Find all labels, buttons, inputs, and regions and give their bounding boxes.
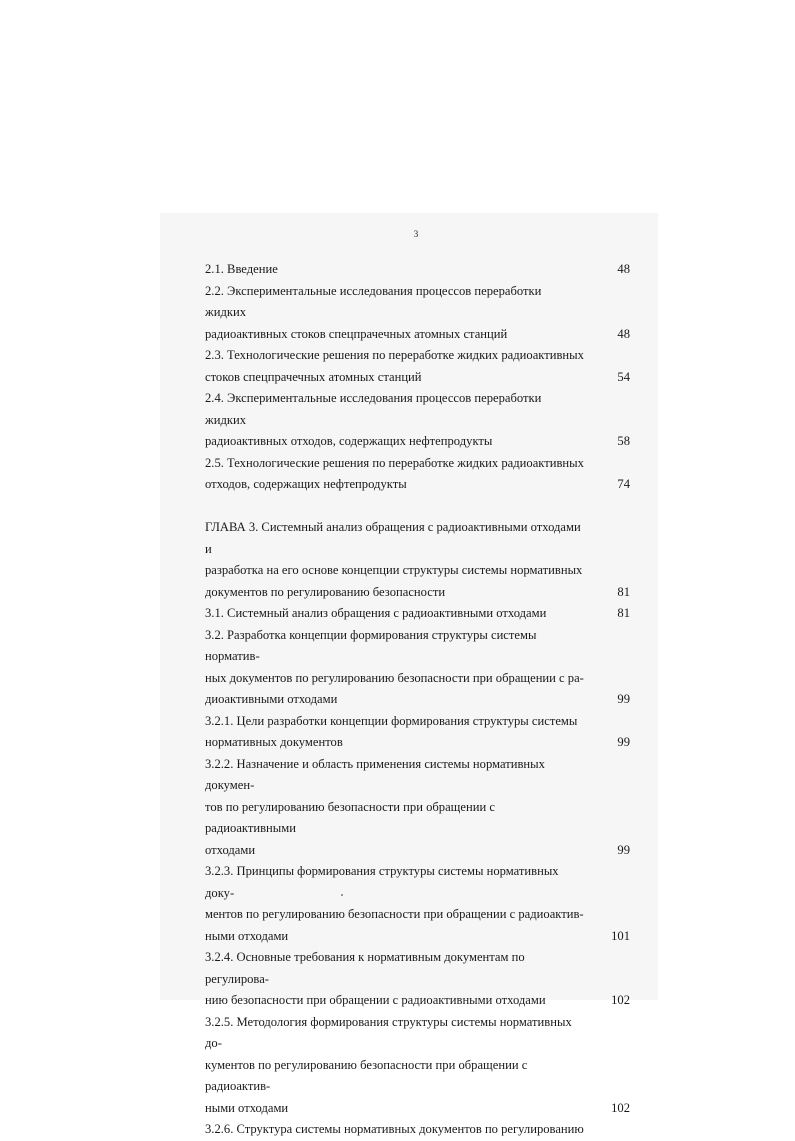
toc-entry-title: ГЛАВА 3. Системный анализ обращения с радиоактивными отходами и разработка на его основе концепции структуры системы нормативных документов по регулированию безопасности — [205, 520, 583, 599]
toc-entry-title: 3.2.3. Принципы формирования структуры системы нормативных доку- ментов по регулированию безопасности при обращении с радиоактив- ными отходами — [205, 864, 584, 943]
toc-entry-title: 2.4. Экспериментальные исследования процессов переработки жидких радиоактивных отходов, содержащих нефтепродукты — [205, 391, 542, 448]
toc-entry-page: 99 — [617, 692, 630, 706]
toc-entry-title: 2.3. Технологические решения по переработке жидких радиоактивных стоков спецпрачечных атомных станций — [205, 348, 584, 384]
toc-entry-chapter-3 — [205, 517, 630, 603]
toc-entry-page: 74 — [617, 477, 630, 491]
toc-entry-page: 99 — [617, 842, 630, 857]
toc-entry-page: 58 — [617, 434, 630, 448]
toc-entry-page: 102 — [611, 1100, 630, 1115]
toc-entry-2-3 — [205, 345, 630, 388]
toc-entry-2-2 — [205, 281, 630, 346]
toc-entry-title: 3.2.6. Структура системы нормативных документов по регулированию — [205, 1122, 584, 1136]
toc-entry-title: 3.1. Системный анализ обращения с радиоактивными отходами — [205, 606, 547, 620]
toc-entry-page: 81 — [617, 584, 630, 599]
toc-entry-title: 3.2.2. Назначение и область применения системы нормативных докумен- тов по регулированию безопасности при обращении с радиоактивными отходами — [205, 756, 545, 857]
toc-entry-title: 3.2.1. Цели разработки концепции формирования структуры системы нормативных документов — [205, 713, 578, 749]
page-number: 3 — [413, 229, 419, 239]
toc-entry-title: 3.2.5. Методология формирования структуры системы нормативных до- кументов по регулированию безопасности при обращении с радиоактив- ными отходами — [205, 1014, 572, 1115]
toc-entry-title: 3.2.4. Основные требования к нормативным документам по регулирова- нию безопасности при обращении с радиоактивными отходами — [205, 950, 546, 1007]
toc-entry-3-2-2 — [205, 754, 630, 862]
table-of-contents — [205, 259, 630, 1141]
toc-entry-3-2-6 — [205, 1119, 630, 1141]
toc-entry-3-2 — [205, 625, 630, 711]
toc-entry-3-2-4 — [205, 947, 630, 1012]
toc-entry-title: 2.5. Технологические решения по переработке жидких радиоактивных отходов, содержащих нефтепродукты — [205, 455, 584, 491]
toc-entry-title: 2.2. Экспериментальные исследования процессов переработки жидких радиоактивных стоков спецпрачечных атомных станций — [205, 283, 542, 341]
toc-entry-page: 54 — [617, 369, 630, 384]
toc-entry-page: 48 — [617, 326, 630, 341]
toc-entry-2-1 — [205, 259, 630, 281]
toc-entry-title: 3.2. Разработка концепции формирования структуры системы норматив- ных документов по регулированию безопасности при обращении с ра- диоактивными отходами — [205, 627, 584, 706]
section-gap — [205, 496, 630, 518]
toc-entry-page: 81 — [617, 606, 630, 620]
toc-entry-2-5 — [205, 453, 630, 496]
toc-entry-3-1 — [205, 603, 630, 625]
toc-entry-3-2-5 — [205, 1012, 630, 1120]
toc-entry-2-4 — [205, 388, 630, 453]
toc-entry-3-2-1 — [205, 711, 630, 754]
toc-entry-page: 101 — [611, 928, 630, 943]
toc-entry-page: 48 — [617, 262, 630, 276]
toc-entry-3-2-3 — [205, 861, 630, 947]
toc-entry-page: 102 — [611, 993, 630, 1007]
toc-entry-page: 99 — [617, 735, 630, 749]
toc-entry-title: 2.1. Введение — [205, 262, 278, 276]
scan-speck — [341, 894, 343, 896]
